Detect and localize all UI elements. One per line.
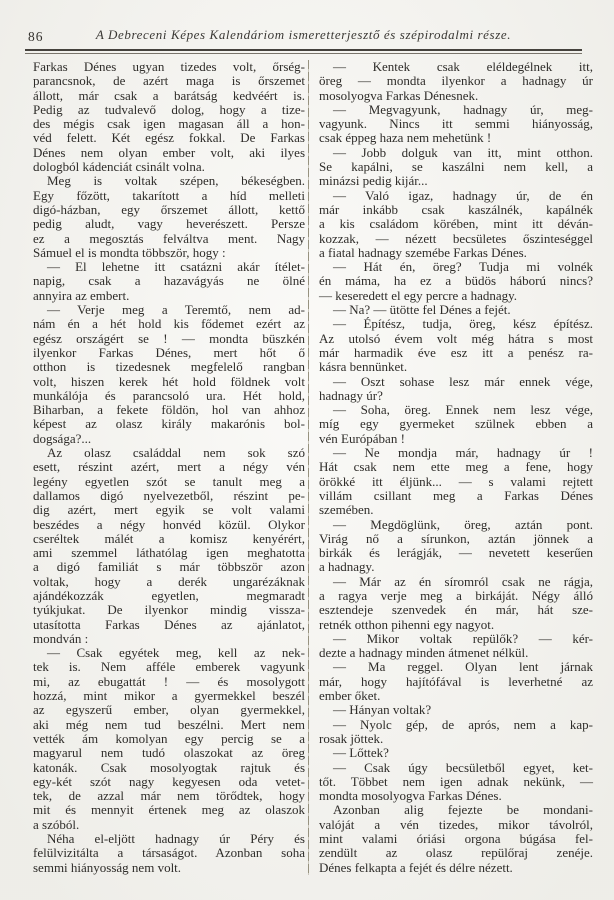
- text-line: tek, de azzal már nem törődtek, hogy: [33, 788, 305, 804]
- text-line: Virág nő a sírunkon, aztán jönnek a: [319, 530, 593, 546]
- text-line: voltak, hogy a derék ungarézáknak: [33, 573, 305, 589]
- page-number: 86: [28, 29, 44, 44]
- text-line: dezte a hadnagy minden átmenet nélkül.: [319, 645, 529, 661]
- text-line: ilyenkor Farkas Dénes, mert hőt ő: [33, 344, 305, 360]
- text-line: rosak jöttek.: [319, 730, 384, 746]
- text-line: csak éppeg haza nem mehetünk !: [319, 130, 492, 146]
- text-line: mosolyogva Farkas Dénesnek.: [319, 87, 479, 103]
- text-line: digó-házban, egy őrszemet állott, kettő: [33, 201, 305, 217]
- text-line: szemében.: [319, 502, 374, 518]
- paragraph: [33, 832, 305, 875]
- text-line: utasította Farkas Dénes az ajánlatot,: [33, 616, 305, 632]
- paragraph: [319, 60, 593, 103]
- text-line: kásra bennünket.: [319, 359, 408, 375]
- text-line: vagyunk. Nincs itt semmi hiányosság,: [319, 116, 593, 132]
- paragraph: [319, 446, 593, 517]
- text-line: hozzá, mint mikor a gyermekkel beszél: [33, 688, 305, 704]
- text-line: ez a megosztás felváltva ment. Nagy: [33, 230, 305, 246]
- text-line: — Csak úgy becsületből egyet, ket-: [333, 759, 593, 775]
- text-line: — Nyolc gép, de aprós, nem a kap-: [333, 716, 593, 732]
- text-line: — Már az én síromról csak ne rágja,: [333, 573, 593, 589]
- text-line: — Hányan voltak?: [333, 702, 432, 718]
- text-line: Meg is voltak szépen, békeségben.: [47, 173, 305, 189]
- text-line: pedig aludt, vagy heverészett. Persze: [33, 216, 305, 232]
- text-line: már inkább csak kaszálnék, kapálnék: [319, 201, 593, 217]
- paragraph: [319, 317, 593, 374]
- text-line: dogsága?...: [33, 430, 92, 446]
- paragraph: [319, 718, 593, 747]
- text-line: mint valami óriási orgona búgása fel-: [319, 831, 593, 847]
- left-column: [33, 60, 305, 875]
- text-line: Az utolsó évem volt még hátra s most: [319, 330, 593, 346]
- paragraph: [319, 189, 593, 260]
- paragraph: [33, 60, 305, 174]
- text-line: — keseredett el egy percre a hadnagy.: [319, 287, 518, 303]
- text-line: — Való igaz, hadnagy úr, de én: [333, 187, 593, 203]
- paragraph: [319, 375, 593, 404]
- text-line: annyira az embert.: [33, 287, 130, 303]
- text-line: — Jobb dolguk van itt, mint otthon.: [333, 144, 593, 160]
- text-line: képest az olasz király makarónis bol-: [33, 416, 305, 432]
- text-line: a fiatal hadnagy szemébe Farkas Dénes.: [319, 244, 527, 260]
- paragraph: [33, 260, 305, 303]
- text-line: — Oszt sohase lesz már ennek vége,: [333, 373, 593, 389]
- text-line: dologból kádenciát csinált volna.: [33, 159, 205, 175]
- text-line: felülvizitálta a társaságot. Azonban soha: [33, 845, 305, 861]
- text-line: Biharban, a fekete földön, hol van ahhoz: [33, 402, 305, 418]
- running-title: A Debreceni Képes Kalendáriom ismeretterjesztő és szépirodalmi része.: [95, 27, 512, 42]
- text-line: esett, részint azért, mert a négy vén: [33, 459, 305, 475]
- text-line: hadnagy úr?: [319, 387, 383, 403]
- text-line: Egy főzött, takarított a híd melleti: [33, 187, 305, 203]
- paragraph: [319, 660, 593, 703]
- paragraph: [319, 746, 593, 760]
- text-line: zendült az olasz repülőraj zenéje.: [319, 845, 593, 861]
- text-line: — Hát én, öreg? Tudja mi volnék: [333, 259, 593, 275]
- text-line: egész országért se ! — mondta büszkén: [33, 330, 305, 346]
- text-line: Azonban alig fejezte be mondani-: [333, 802, 593, 818]
- paragraph: [33, 303, 305, 446]
- text-line: semmi hiányosság nem volt.: [33, 859, 182, 875]
- text-line: Hát csak nem ette meg a fene, hogy: [319, 459, 593, 475]
- paragraph: [319, 103, 593, 146]
- page-header: [25, 27, 582, 54]
- text-line: Az olasz családdal nem sok szó: [47, 445, 305, 461]
- paragraph: [319, 632, 593, 661]
- text-line: véd felett. Két egész fokkal. De Farkas: [33, 130, 305, 146]
- text-line: Pedig az tudvalevő dolog, hogy a tize-: [33, 101, 305, 117]
- text-line: egy-két szót nagy kegyesen oda vetet-: [33, 773, 305, 789]
- text-line: a kis családom körében, mint itt déván-: [319, 216, 593, 232]
- text-line: — Lőttek?: [333, 745, 389, 761]
- text-line: mi, az ebugattát ! — és mosolygott: [33, 673, 305, 689]
- text-line: munkálója és parancsoló ura. Hét hold,: [33, 387, 305, 403]
- text-line: — Soha, öreg. Ennek nem lesz vége,: [333, 402, 593, 418]
- text-line: — Mikor voltak repülők? — kér-: [333, 630, 593, 646]
- text-line: örökké itt éljünk... — s valami rejtett: [319, 473, 593, 489]
- text-line: — Na? — ütötte fel Dénes a fejét.: [333, 302, 511, 318]
- text-line: én máma, ha ez a büdös háború nincs?: [319, 273, 593, 289]
- text-line: ami szemmel láthatólag igen meghatotta: [33, 545, 305, 561]
- paragraph: [319, 703, 593, 717]
- header-row: [25, 27, 582, 46]
- text-line: Sámuel el is mondta többször, hogy :: [33, 244, 226, 260]
- text-line: vén Európában !: [319, 430, 405, 446]
- text-line: — Ma reggel. Olyan lent járnak: [333, 659, 593, 675]
- text-line: Farkas Dénes ugyan tizedes volt, őrség-: [33, 59, 305, 74]
- text-line: — Megdöglünk, öreg, aztán pont.: [333, 516, 593, 532]
- text-line: dig azért, mert egyik se volt valami: [33, 502, 305, 518]
- text-line: napig, csak a hazavágyás ne ölné: [33, 273, 305, 289]
- text-line: — Kentek csak eléldegélnek itt,: [333, 59, 593, 74]
- text-line: állott, már csak a barátság kedvéért is.: [33, 87, 305, 103]
- text-line: Dénes nem olyan ember volt, aki ilyes: [33, 144, 305, 160]
- text-line: legény egyetlen szót se tanult meg a: [33, 473, 305, 489]
- text-line: Dénes felkapta a fejét és délre nézett.: [319, 859, 513, 875]
- right-column: [319, 60, 593, 875]
- text-line: a hadnagy.: [319, 559, 375, 575]
- text-line: — Megvagyunk, hadnagy úr, meg-: [333, 101, 593, 117]
- text-line: öreg — mondta ilyenkor a hadnagy úr: [319, 73, 593, 89]
- text-line: minázsi pedig kijár...: [319, 173, 428, 189]
- paragraph: [33, 446, 305, 646]
- text-line: mondta mosolyogva Farkas Dénes.: [319, 788, 502, 804]
- text-line: míg egy gyermeket szülnek ebben a: [319, 416, 593, 432]
- text-line: valóját a vén tizedes, mikor távolról,: [319, 816, 593, 832]
- paragraph: [319, 761, 593, 804]
- paragraph: [33, 174, 305, 260]
- text-line: — Ne mondja már, hadnagy úr !: [333, 445, 593, 461]
- text-line: az egyszerű ember, olyan gyermekkel,: [33, 702, 305, 718]
- paragraph: [319, 403, 593, 446]
- text-line: tőt. Többet nem igen adnak nekünk, —: [319, 773, 593, 789]
- text-line: — El lehetne itt csatázni akár ítélet-: [47, 259, 305, 275]
- text-line: retnék otthon pihenni egy nagyot.: [319, 616, 495, 632]
- text-line: a szóból.: [33, 816, 80, 832]
- paragraph: [319, 146, 593, 189]
- text-line: tek is. Nem afféle emberek vagyunk: [33, 659, 305, 675]
- text-line: Se kapálni, se kaszálni nem kell, a: [319, 159, 593, 175]
- text-line: mit és mennyit értenek meg az olaszok: [33, 802, 305, 818]
- text-line: ajándékozzák egyetlen, megmaradt: [33, 587, 305, 603]
- text-line: — Építész, tudja, öreg, kész építész.: [333, 316, 593, 332]
- text-columns: [33, 60, 593, 875]
- paragraph: [319, 303, 593, 317]
- paragraph: [33, 646, 305, 832]
- text-line: esztendeje szenvedek én már, hát sze-: [319, 602, 593, 618]
- text-line: ember őket.: [319, 688, 381, 704]
- text-line: kozzak, — nézett becsületes őszinteséggel: [319, 230, 593, 246]
- text-line: otthon is tizedesnek megfelelő rangban: [33, 359, 305, 375]
- text-line: birkák és lerágják, — nevetett keserűen: [319, 545, 593, 561]
- paragraph: [319, 260, 593, 303]
- text-line: a ragya verje meg a birkáját. Négy álló: [319, 587, 593, 603]
- text-line: — Verje meg a Teremtő, nem ad-: [47, 302, 305, 318]
- text-line: aki még nem tud beszélni. Mert nem: [33, 716, 305, 732]
- text-line: mondván :: [33, 630, 89, 646]
- header-double-rule: [25, 49, 582, 54]
- text-line: — Csak egyétek meg, kell az nek-: [47, 645, 305, 661]
- paragraph: [319, 518, 593, 575]
- text-line: parancsnok, de azért maga is őrszemet: [33, 73, 305, 89]
- text-line: vették ám komolyan egy percig se a: [33, 730, 305, 746]
- text-line: des mégis csak igen magasan áll a hon-: [33, 116, 305, 132]
- text-line: volt, hiszen kerek hét hold földnek volt: [33, 373, 305, 389]
- text-line: tyúkjukat. De ilyenkor mindig vissza-: [33, 602, 305, 618]
- column-divider-rule: [308, 60, 309, 875]
- paragraph: [319, 575, 593, 632]
- text-line: villám csillant meg a Farkas Dénes: [319, 487, 593, 503]
- text-line: katonák. Csak mosolyogtak rajtuk és: [33, 759, 305, 775]
- text-line: cseréltek málét a komisz kenyérért,: [33, 530, 305, 546]
- text-line: Néha el-eljött hadnagy úr Péry és: [47, 831, 305, 847]
- text-line: beszédes a négy honvéd közül. Olykor: [33, 516, 305, 532]
- paragraph: [319, 803, 593, 874]
- text-line: már harmadik éve esz itt a penész ra-: [319, 344, 593, 360]
- text-line: a digó familiát s már többször azon: [33, 559, 305, 575]
- text-line: dallamos digó nyelvezetből, részint pe-: [33, 487, 305, 503]
- text-line: magyarul nem tudó olaszokat az öreg: [33, 745, 305, 761]
- text-line: már, hogy hajítófával is leverhetné az: [319, 673, 593, 689]
- text-line: nám én a hét hold kis fődemet ezért az: [33, 316, 305, 332]
